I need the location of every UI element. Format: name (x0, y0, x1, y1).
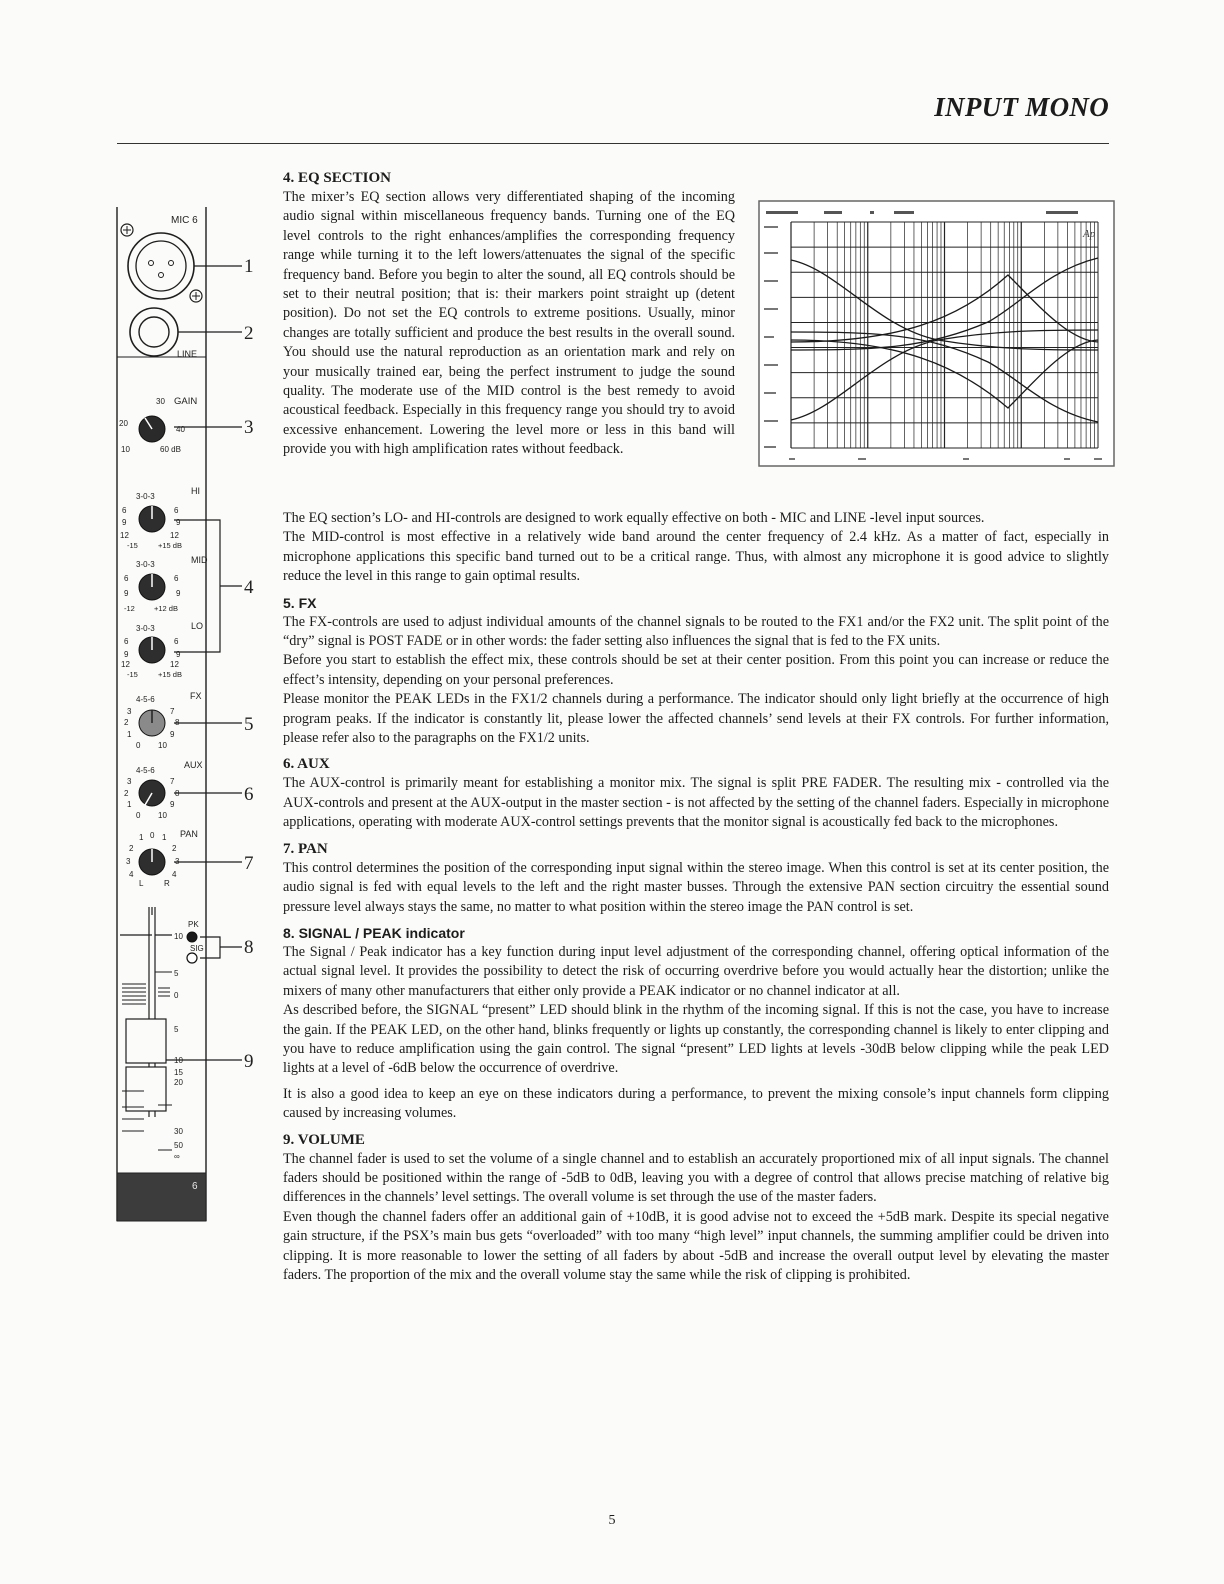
fx-label: FX (190, 691, 202, 701)
svg-text:20: 20 (119, 419, 128, 428)
svg-text:3-0-3: 3-0-3 (136, 492, 155, 501)
svg-text:4-5-6: 4-5-6 (136, 695, 155, 704)
section-heading-signal-peak: 8. SIGNAL / PEAK indicator (283, 924, 465, 941)
chart-frame (759, 201, 1114, 466)
svg-text:6: 6 (174, 574, 179, 583)
svg-text:10: 10 (174, 1056, 183, 1065)
header-mark (870, 211, 874, 214)
line-jack-icon (130, 308, 178, 356)
svg-text:3: 3 (127, 777, 132, 786)
svg-text:-12: -12 (124, 604, 135, 613)
header-mark (766, 211, 798, 214)
svg-text:12: 12 (121, 660, 130, 669)
svg-text:1: 1 (127, 730, 132, 739)
svg-text:3: 3 (127, 707, 132, 716)
svg-text:0: 0 (174, 991, 179, 1000)
callout-number: 5 (244, 714, 254, 735)
fx-paragraph-2: Before you start to establish the effect mix, these controls should be set at their center position. From this point you can increase or reduce the effect’s intensity, depending on your personal preferences. (283, 652, 1109, 688)
hi-label: HI (191, 486, 200, 496)
svg-text:2: 2 (172, 844, 177, 853)
mid-label: MID (191, 555, 208, 565)
svg-text:0: 0 (136, 741, 141, 750)
callout-number: 8 (244, 937, 254, 958)
svg-text:9: 9 (176, 518, 181, 527)
callout-number: 4 (244, 577, 254, 598)
header-mark (894, 211, 914, 214)
callout-numbers (244, 256, 254, 1072)
svg-text:9: 9 (170, 730, 175, 739)
svg-text:5: 5 (174, 1025, 179, 1034)
pan-label: PAN (180, 829, 198, 839)
svg-text:9: 9 (124, 650, 129, 659)
svg-text:10: 10 (158, 741, 167, 750)
xlr-connector-icon (128, 233, 194, 299)
svg-text:2: 2 (124, 789, 129, 798)
section-heading-fx: 5. FX (283, 594, 317, 611)
section-heading-eq: 4. EQ SECTION (283, 170, 391, 186)
eq-intro-paragraph: The mixer’s EQ section allows very differentiated shaping of the incoming audio signal within miscellaneous frequency bands. Turning one of the EQ level controls to the right enhances/amplifies the corresponding frequency range while turning it to the left lowers/attenuates the signal of the specific frequency band. Before you begin to alter the sound, all EQ controls should be set to their neutral position; that is: their markers point straight up (detent position). Do not set the EQ controls to extreme positions. Usually, minor changes are totally sufficient and produce the best results in the overall sound. You should use the natural reproduction as an orientation mark and rely on your musically trained ear, being the perfect instrument to judge the sound quality. The moderate use of the MID control is the best remedy to avoid acoustical feedback. Especially in this frequency range you should try to avoid excessive enhancement. Lowering the level more or less in this band will provide you with high amplification rates without feedback. (283, 189, 735, 458)
signal-paragraph-2: As described before, the SIGNAL “present” LED should blink in the rhythm of the incoming signal. If this is not the case, you have to increase the gain. If the PEAK LED, on the other hand, blinks frequently or lights up constantly, the corresponding channel is likely to enter clipping and you have to reduce amplification using the gain control. The signal “present” LED lights at levels -30dB below clipping while the peak LED lights at a level of -6dB below the occurrence of overdrive. (283, 1002, 1109, 1077)
callout-number: 6 (244, 784, 254, 805)
pan-paragraph-1: This control determines the position of the corresponding input signal within the stereo image. When this control is set at its center position, the audio signal is fed with equal levels to the left and the right master busses. Through the extensive PAN section circuitry the essential sound pressure level always stays the same, no matter to what position within the stereo image the PAN control is set. (283, 859, 1109, 915)
svg-text:R: R (164, 879, 170, 888)
svg-text:6: 6 (122, 506, 127, 515)
svg-text:3-0-3: 3-0-3 (136, 560, 155, 569)
svg-text:∞: ∞ (174, 1152, 180, 1161)
pk-label: PK (188, 920, 199, 929)
fader-cap (126, 1019, 166, 1063)
sig-label: SIG (190, 944, 204, 953)
channel-strip-diagram (114, 207, 274, 1227)
callout-number: 9 (244, 1051, 254, 1072)
page-title: INPUT MONO (934, 92, 1109, 122)
svg-text:4-5-6: 4-5-6 (136, 766, 155, 775)
svg-text:4: 4 (172, 870, 177, 879)
svg-text:1: 1 (127, 800, 132, 809)
fader-zero-ticks (122, 984, 170, 1004)
gain-label: GAIN (174, 396, 198, 407)
signal-paragraph-3: It is also a good idea to keep an eye on these indicators during a performance, to prevent the mixing console’s input channels form clipping caused by increasing volumes. (283, 1085, 1109, 1122)
svg-text:1: 1 (162, 833, 167, 842)
page-number: 5 (608, 1513, 616, 1528)
eq-response-chart (758, 200, 1116, 468)
svg-text:+15 dB: +15 dB (158, 670, 182, 679)
line-label: LINE (177, 349, 198, 359)
section-heading-pan: 7. PAN (283, 840, 328, 857)
svg-text:10: 10 (174, 932, 183, 941)
svg-text:6: 6 (124, 637, 129, 646)
svg-text:8: 8 (175, 718, 180, 727)
svg-text:3-0-3: 3-0-3 (136, 624, 155, 633)
svg-text:12: 12 (120, 531, 129, 540)
signal-paragraph-1: The Signal / Peak indicator has a key function during input level adjustment of the corresponding channel, offering optical information of the actual signal level. It provides the possibility to detect the risk of occurring overdrive before you would actually hear the distortion; unlike the mixers of many other manufacturers that either only provide a PEAK indicator or no channel indicator at all. (283, 943, 1109, 999)
svg-text:-15: -15 (127, 541, 138, 550)
svg-text:2: 2 (129, 844, 134, 853)
svg-text:6: 6 (174, 506, 179, 515)
svg-text:12: 12 (170, 531, 179, 540)
svg-text:50: 50 (174, 1141, 183, 1150)
svg-text:4: 4 (129, 870, 134, 879)
svg-text:2: 2 (124, 718, 129, 727)
signal-led (187, 953, 197, 963)
svg-text:9: 9 (122, 518, 127, 527)
fx-paragraph-1: The FX-controls are used to adjust individual amounts of the channel signals to be routed to the FX1 and/or the FX2 unit. The split point of the “dry” signal is POST FADE or in other words: the fader setting also influences the signal that is fed to the FX units. (283, 613, 1109, 650)
svg-text:8: 8 (175, 789, 180, 798)
callout-number: 1 (244, 256, 254, 277)
callout-number: 2 (244, 323, 254, 344)
svg-text:60 dB: 60 dB (160, 445, 181, 454)
svg-text:9: 9 (124, 589, 129, 598)
aux-label: AUX (184, 760, 203, 770)
main-text-column (283, 509, 1109, 1285)
svg-text:1: 1 (139, 833, 144, 842)
svg-text:30: 30 (156, 397, 165, 406)
title-divider (117, 143, 1109, 144)
peak-led (187, 932, 197, 942)
svg-text:L: L (139, 879, 144, 888)
section-heading-aux: 6. AUX (283, 756, 330, 773)
eq-paragraph-lo-hi: The EQ section’s LO- and HI-controls are designed to work equally effective on both - MIC and LINE -level input sources. (283, 510, 985, 526)
volume-paragraph-1: The channel fader is used to set the volume of a single channel and to establish an accurately proportioned mix of all input signals. The channel faders should be positioned within the range of -5dB to 0dB, leaving you with a degree of control that allows precise matching of relative big differences in the channels’ level settings. The overall volume is set through the use of the master faders. (283, 1150, 1109, 1206)
svg-text:3: 3 (175, 857, 180, 866)
svg-text:5: 5 (174, 969, 179, 978)
callout-number: 3 (244, 417, 254, 438)
volume-paragraph-2: Even though the channel faders offer an additional gain of +10dB, it is good advise not to exceed the +5dB mark. Despite its special negative gain structure, if the PSX’s main bus gets “overloaded” with too many “high level” input channels, the summing amplifier could be driven into clipping. It is more reasonable to lower the setting of all faders by about -5dB and increase the overall output level by elevating the master faders. The proportion of the mix and the overall volume stay the same while the risk of clipping is prohibited. (283, 1208, 1109, 1283)
header-mark (824, 211, 842, 214)
section-heading-volume: 9. VOLUME (283, 1131, 365, 1148)
svg-text:15: 15 (174, 1068, 183, 1077)
eq-paragraph-mid: The MID-control is most effective in a relatively wide band around the center frequency of 2.4 kHz. As a matter of fact, especially in microphone applications this specific band turned out to be a critical range. Thus, with almost any microphone it is good advice to slightly reduce the level in this range to gain optimal results. (283, 529, 1109, 585)
svg-text:-15: -15 (127, 670, 138, 679)
aux-paragraph-1: The AUX-control is primarily meant for establishing a monitor mix. The signal is split PRE FADER. The resulting mix - controlled via the AUX-controls and present at the AUX-output in the master section - is not affected by the setting of the channel faders. Especially in microphone applications, operating with moderate AUX-control settings prevents that the monitor signal is acoustically fed back to the microphones. (283, 775, 1109, 831)
svg-text:9: 9 (176, 589, 181, 598)
eq-section-intro-block (283, 168, 735, 460)
svg-text:0: 0 (136, 811, 141, 820)
svg-text:6: 6 (124, 574, 129, 583)
svg-text:+12 dB: +12 dB (154, 604, 178, 613)
callout-number: 7 (244, 853, 254, 874)
svg-text:3: 3 (126, 857, 131, 866)
svg-text:7: 7 (170, 777, 175, 786)
channel-number: 6 (192, 1181, 198, 1192)
lo-label: LO (191, 621, 204, 631)
svg-text:30: 30 (174, 1127, 183, 1136)
svg-text:7: 7 (170, 707, 175, 716)
svg-text:0: 0 (150, 831, 155, 840)
svg-text:20: 20 (174, 1078, 183, 1087)
svg-text:+15 dB: +15 dB (158, 541, 182, 550)
svg-text:40: 40 (176, 425, 185, 434)
svg-text:Ap: Ap (1083, 228, 1096, 240)
header-mark (1046, 211, 1078, 214)
svg-text:6: 6 (174, 637, 179, 646)
mic-label: MIC 6 (171, 215, 198, 226)
svg-text:12: 12 (170, 660, 179, 669)
fx-paragraph-3: Please monitor the PEAK LEDs in the FX1/2 channels during a performance. The indicator should only light briefly at the occurrence of high program peaks. If the indicator is constantly lit, please lower the affected channels’ send levels at their FX controls. For further information, please refer also to the paragraphs on the FX1/2 units. (283, 691, 1109, 747)
svg-text:9: 9 (170, 800, 175, 809)
eq-bracket (174, 520, 220, 652)
svg-text:10: 10 (158, 811, 167, 820)
svg-text:10: 10 (121, 445, 130, 454)
svg-text:9: 9 (176, 650, 181, 659)
